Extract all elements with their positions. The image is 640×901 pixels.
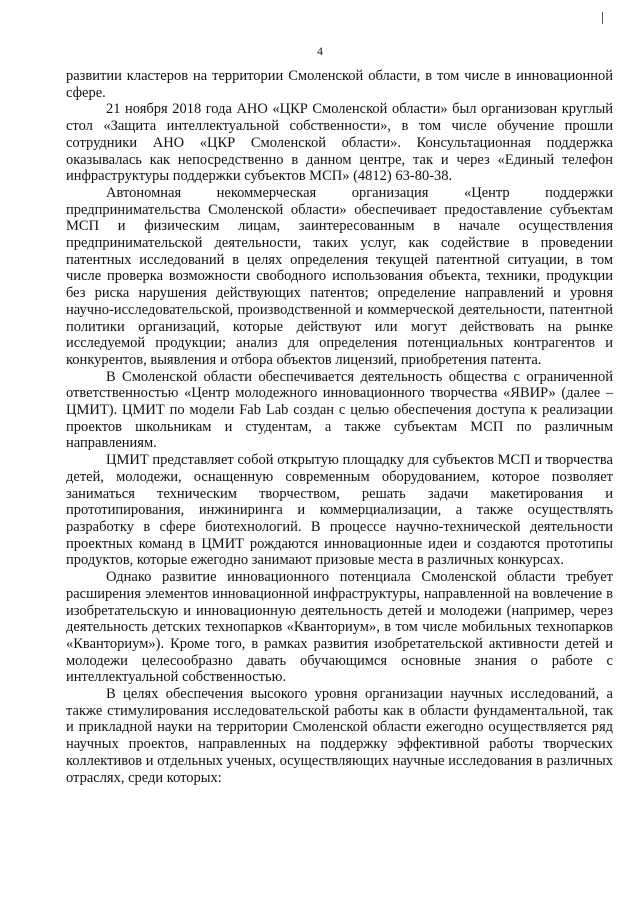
document-body: [66, 68, 613, 786]
paragraph-entrepreneurship-center: Автономная некоммерческая организация «Центр поддержки предпринимательства Смоленской области» обеспечивает предоставление субъектам МСП и физическим лицам, заинтересованным в начале осуществления предпринимательской деятельности, таких услуг, как содействие в проведении патентных исследований в целях определения текущей патентной ситуации, в том числе проверка возможности свободного использования объекта, техники, продукции без риска нарушения действующих патентов; определение направлений и уровня научно-исследовательской, производственной и коммерческой деятельности, патентной политики организаций, которые действуют или могут действовать на рынке исследуемой продукции; анализ для определения потенциальных контрагентов и конкурентов, выявления и отбора объектов лицензий, приобретения патента.: [66, 184, 613, 368]
page-number: 4: [317, 44, 323, 58]
paragraph-scientific-research: В целях обеспечения высокого уровня организации научных исследований, а также стимулирования исследовательской работы как в области фундаментальной, так и прикладной науки на территории Смоленской области ежегодно осуществляется ряд научных проектов, направленных на поддержку эффективной работы творческих коллективов и отдельных ученых, осуществляющих научные исследования в различных отраслях, среди которых:: [66, 686, 613, 786]
paragraph-cmit-intro: В Смоленской области обеспечивается деятельность общества с ограниченной ответственностью «Центр молодежного инновационного творчества «ЯВИР» (далее – ЦМИТ). ЦМИТ по модели Fab Lab создан с целью обеспечения доступа к реализации проектов школьникам и студентам, а также субъектам МСП по различным направлениям.: [66, 368, 613, 452]
paragraph-cmit-platform: ЦМИТ представляет собой открытую площадку для субъектов МСП и творчества детей, молодежи, оснащенную современным оборудованием, которое позволяет заниматься техническим творчеством, решать задачи макетирования и прототипирования, инжиниринга и коммерциализации, а также осуществлять разработку в сфере биотехнологий. В процессе научно-технической деятельности проектных команд в ЦМИТ рождаются инновационные идеи и создаются прототипы продуктов, которые ежегодно занимают призовые места в различных конкурсах.: [66, 452, 613, 569]
paragraph-continuation: развитии кластеров на территории Смоленской области, в том числе в инновационной сфере.: [66, 68, 613, 101]
paragraph-round-table: 21 ноября 2018 года АНО «ЦКР Смоленской области» был организован круглый стол «Защита интеллектуальной собственности», в том числе обучение прошли сотрудники АНО «ЦКР Смоленской области». Консультационная поддержка оказывалась как непосредственно в данном центре, так и через «Единый телефон инфраструктуры поддержки субъектов МСП» (4812) 63-80-38.: [66, 101, 613, 185]
paragraph-innovation-potential: Однако развитие инновационного потенциала Смоленской области требует расширения элементов инновационной инфраструктуры, направленной на вовлечение в изобретательскую и инновационную деятельность детей и молодежи (например, через деятельность детских технопарков «Кванториум», в том числе мобильных технопарков «Кванториум»). Кроме того, в рамках развития изобретательской активности детей и молодежи целесообразно давать обучающимся основные знания о работе с интеллектуальной собственностью.: [66, 569, 613, 686]
scan-mark: [602, 12, 603, 24]
